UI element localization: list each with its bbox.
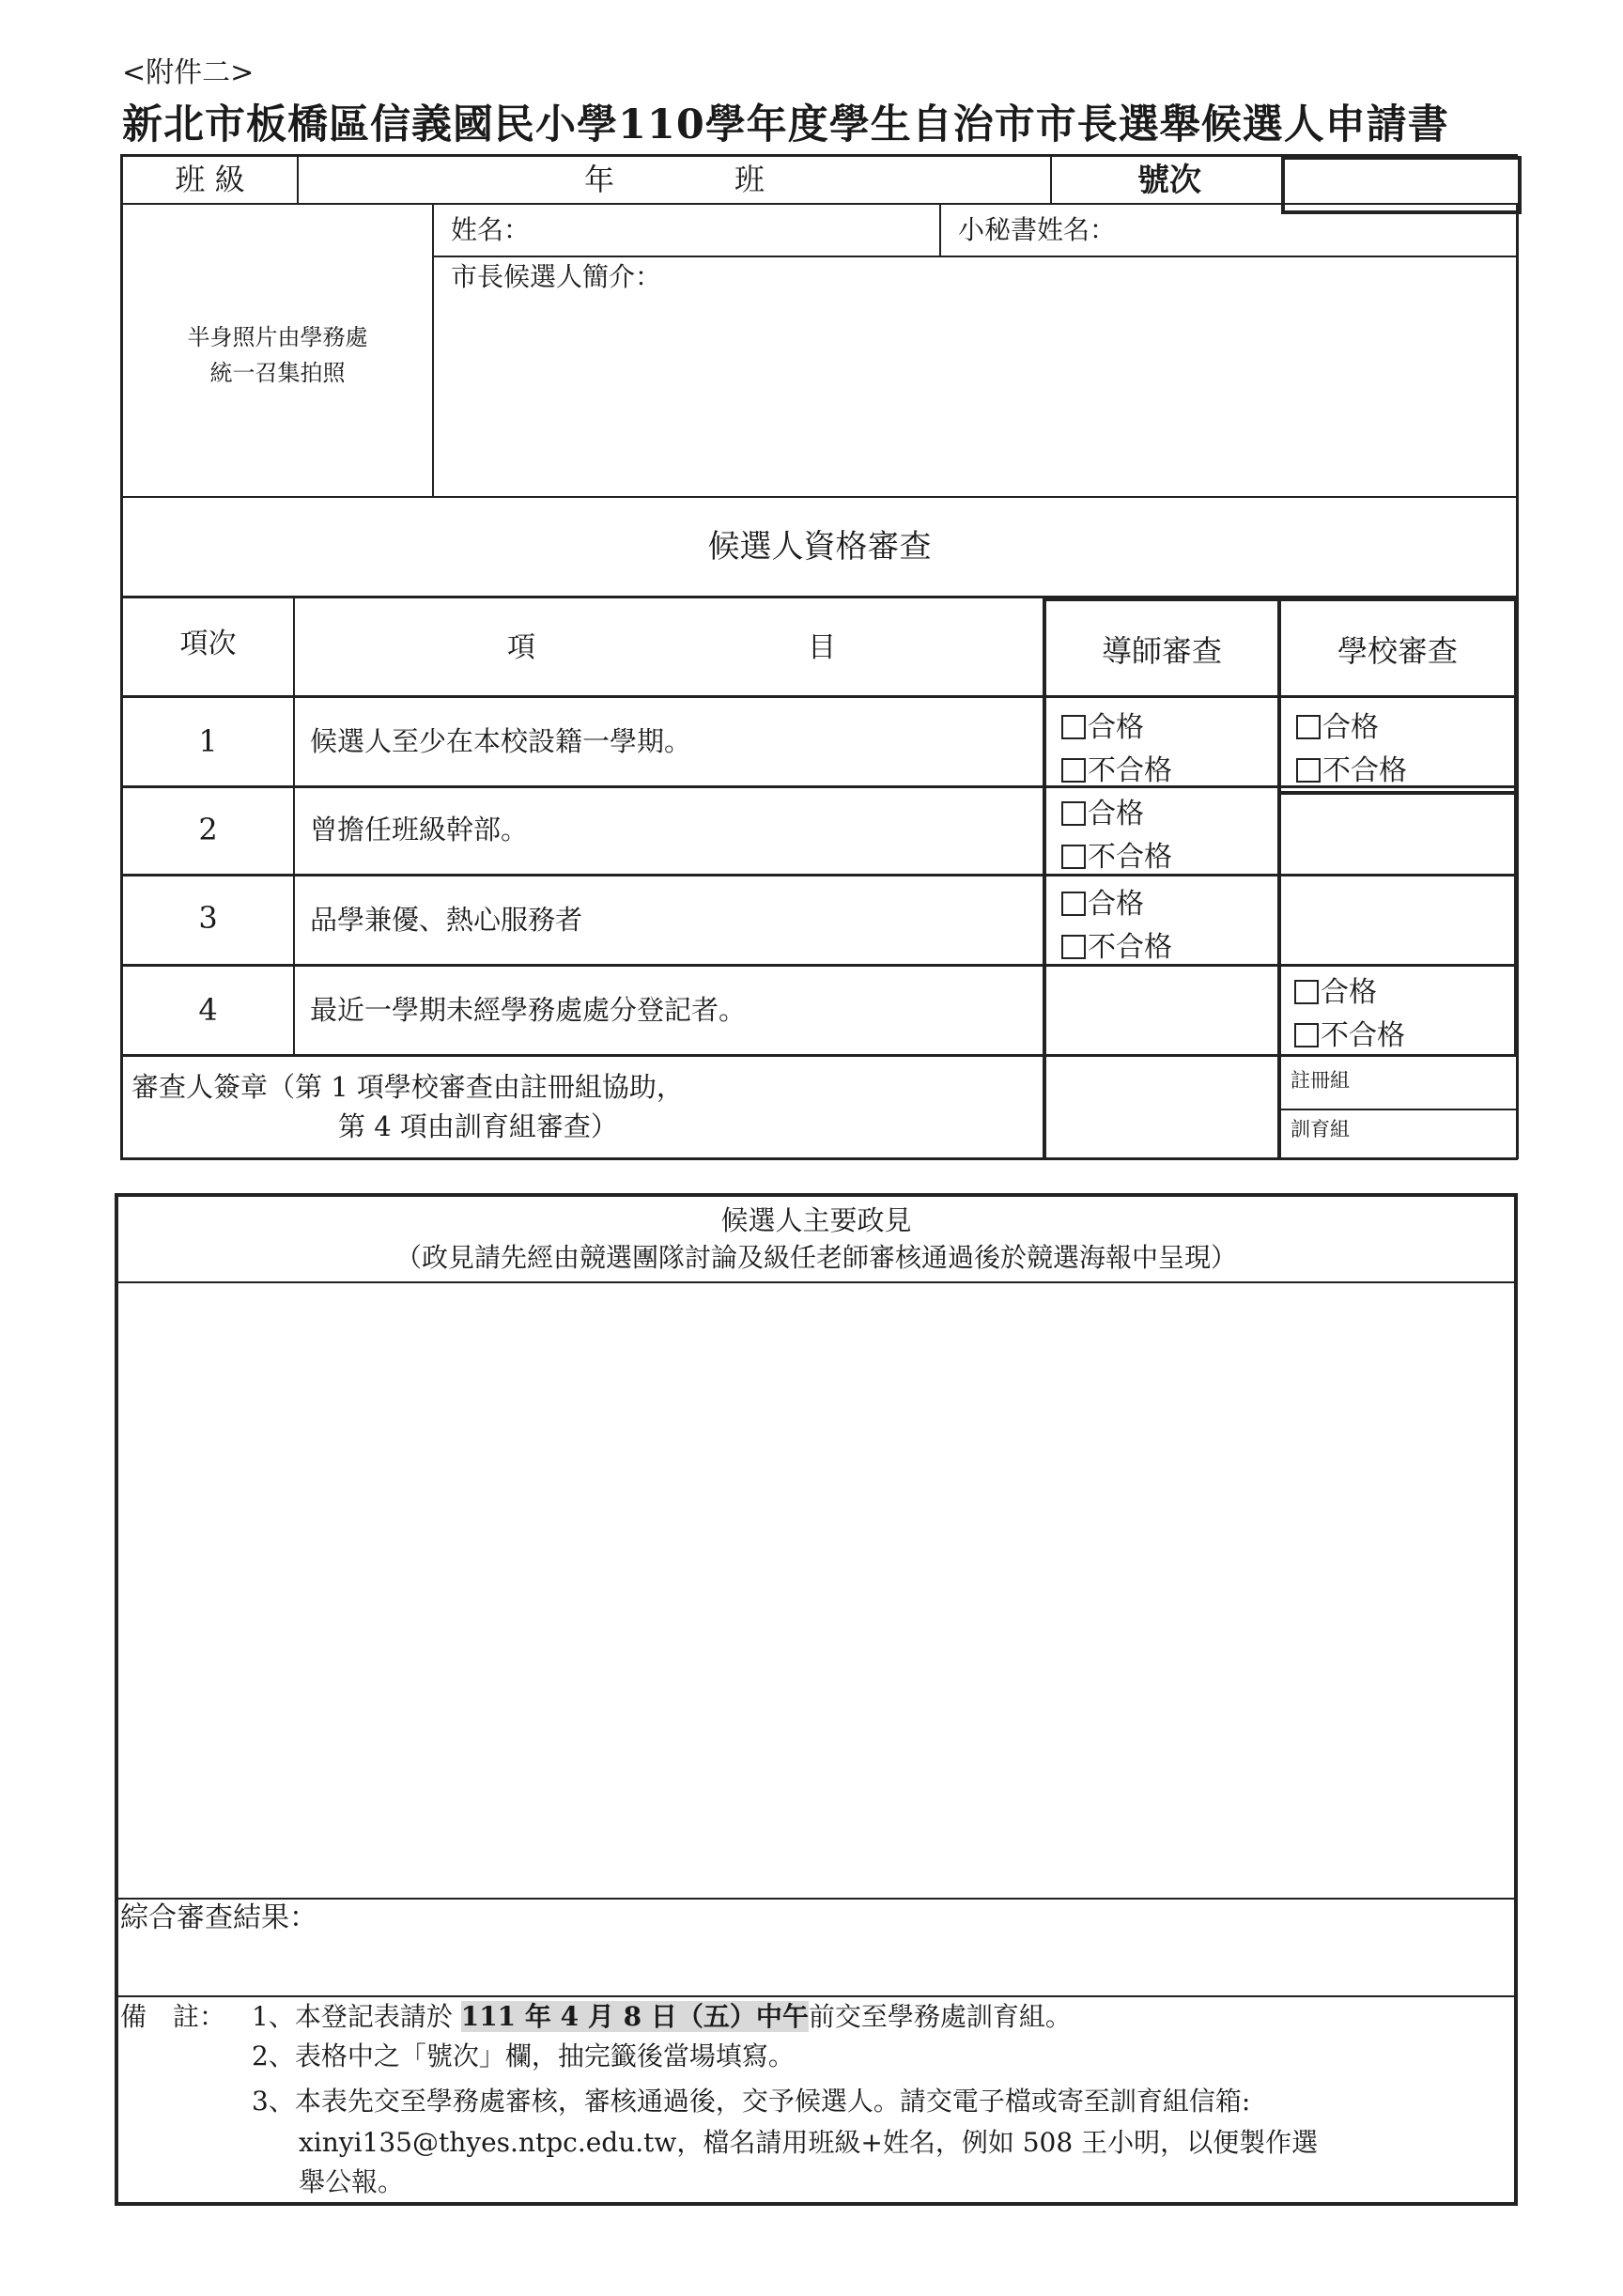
teacher-fail-checkbox-3[interactable]: 不合格 [1061, 926, 1172, 970]
review-title: 候選人資格審查 [707, 528, 932, 566]
discipline-group-label: 訓育組 [1291, 1118, 1350, 1140]
class-label: 班 級 [175, 162, 245, 197]
platform-title: 候選人主要政見 [720, 1204, 912, 1236]
registration-group-label: 註冊組 [1291, 1069, 1350, 1092]
remark-1: 1、本登記表請於 111 年 4 月 8 日（五）中午前交至學務處訓育組。 [252, 2001, 1072, 2032]
result-label: 綜合審查結果： [120, 1901, 317, 1934]
col-item-header-b: 目 [808, 631, 836, 664]
row-number: 2 [198, 812, 218, 847]
platform-content-field[interactable] [122, 1287, 1510, 1888]
teacher-review-1 [1061, 706, 1172, 793]
remarks-label: 備 註： [120, 2001, 226, 2032]
result-field[interactable] [338, 1901, 1510, 1992]
secretary-field[interactable] [1155, 209, 1512, 252]
remark-2: 2、表格中之「號次」欄，抽完籤後當場填寫。 [252, 2040, 795, 2071]
teacher-pass-checkbox-3[interactable]: 合格 [1061, 883, 1172, 926]
name-field-label: 姓名： [451, 214, 531, 245]
teacher-fail-checkbox-2[interactable]: 不合格 [1061, 836, 1172, 879]
teacher-fail-checkbox-1[interactable]: 不合格 [1061, 750, 1172, 793]
remark-3-line3: 舉公報。 [299, 2166, 405, 2197]
row-number: 3 [198, 900, 218, 936]
col-school-header: 學校審查 [1337, 633, 1458, 669]
school-pass-checkbox-1[interactable]: 合格 [1296, 706, 1407, 750]
remark-3-line1: 3、本表先交至學務處審核，審核通過後，交予候選人。請交電子檔或寄至訓育組信箱: [252, 2086, 1251, 2117]
secretary-field-label: 小秘書姓名： [958, 214, 1117, 245]
number-label: 號次 [1137, 162, 1201, 199]
row-text: 最近一學期未經學務處處分登記者。 [310, 994, 747, 1026]
deadline-highlight: 111 年 4 月 8 日（五）中午 [460, 2001, 809, 2032]
row-number: 1 [198, 723, 218, 759]
row-number: 4 [198, 992, 218, 1028]
signature-label-line2: 第 4 項由訓育組審查） [338, 1110, 618, 1142]
attachment-label: <附件二> [122, 56, 255, 89]
teacher-review-3 [1061, 883, 1172, 970]
photo-note-line1: 半身照片由學務處 [187, 324, 368, 350]
platform-note: （政見請先經由競選團隊討論及級任老師審核通過後於競選海報中呈現） [394, 1242, 1237, 1273]
school-review-1 [1296, 706, 1407, 793]
intro-field-label: 市長候選人簡介： [451, 261, 662, 292]
col-item-header-a: 項 [507, 631, 535, 664]
row-text: 品學兼優、熱心服務者 [310, 904, 583, 936]
col-teacher-header: 導師審查 [1101, 633, 1222, 669]
photo-note [123, 319, 432, 391]
school-fail-checkbox-4[interactable]: 不合格 [1294, 1015, 1405, 1058]
name-field[interactable] [526, 209, 930, 252]
page-title: 新北市板橋區信義國民小學110學年度學生自治市市長選舉候選人申請書 [122, 101, 1449, 148]
intro-field[interactable] [436, 299, 1512, 492]
school-fail-checkbox-1[interactable]: 不合格 [1296, 750, 1407, 793]
teacher-pass-checkbox-2[interactable]: 合格 [1061, 793, 1172, 836]
teacher-pass-checkbox-1[interactable]: 合格 [1061, 706, 1172, 750]
teacher-review-2 [1061, 793, 1172, 879]
photo-note-line2: 統一召集拍照 [209, 360, 346, 386]
grade-class-field[interactable]: 年 班 [583, 162, 765, 197]
row-text: 曾擔任班級幹部。 [310, 814, 529, 845]
teacher-signature-field[interactable] [1046, 1058, 1277, 1157]
col-no-header: 項次 [179, 628, 237, 660]
school-pass-checkbox-4[interactable]: 合格 [1294, 971, 1405, 1015]
remark-3-line2: xinyi135@thyes.ntpc.edu.tw，檔名請用班級+姓名，例如 508 王小明，以便製作選 [299, 2127, 1319, 2158]
school-review-4 [1294, 971, 1405, 1058]
row-text: 候選人至少在本校設籍一學期。 [310, 725, 692, 757]
signature-label-line1: 審查人簽章（第 1 項學校審查由註冊組協助， [131, 1071, 684, 1103]
